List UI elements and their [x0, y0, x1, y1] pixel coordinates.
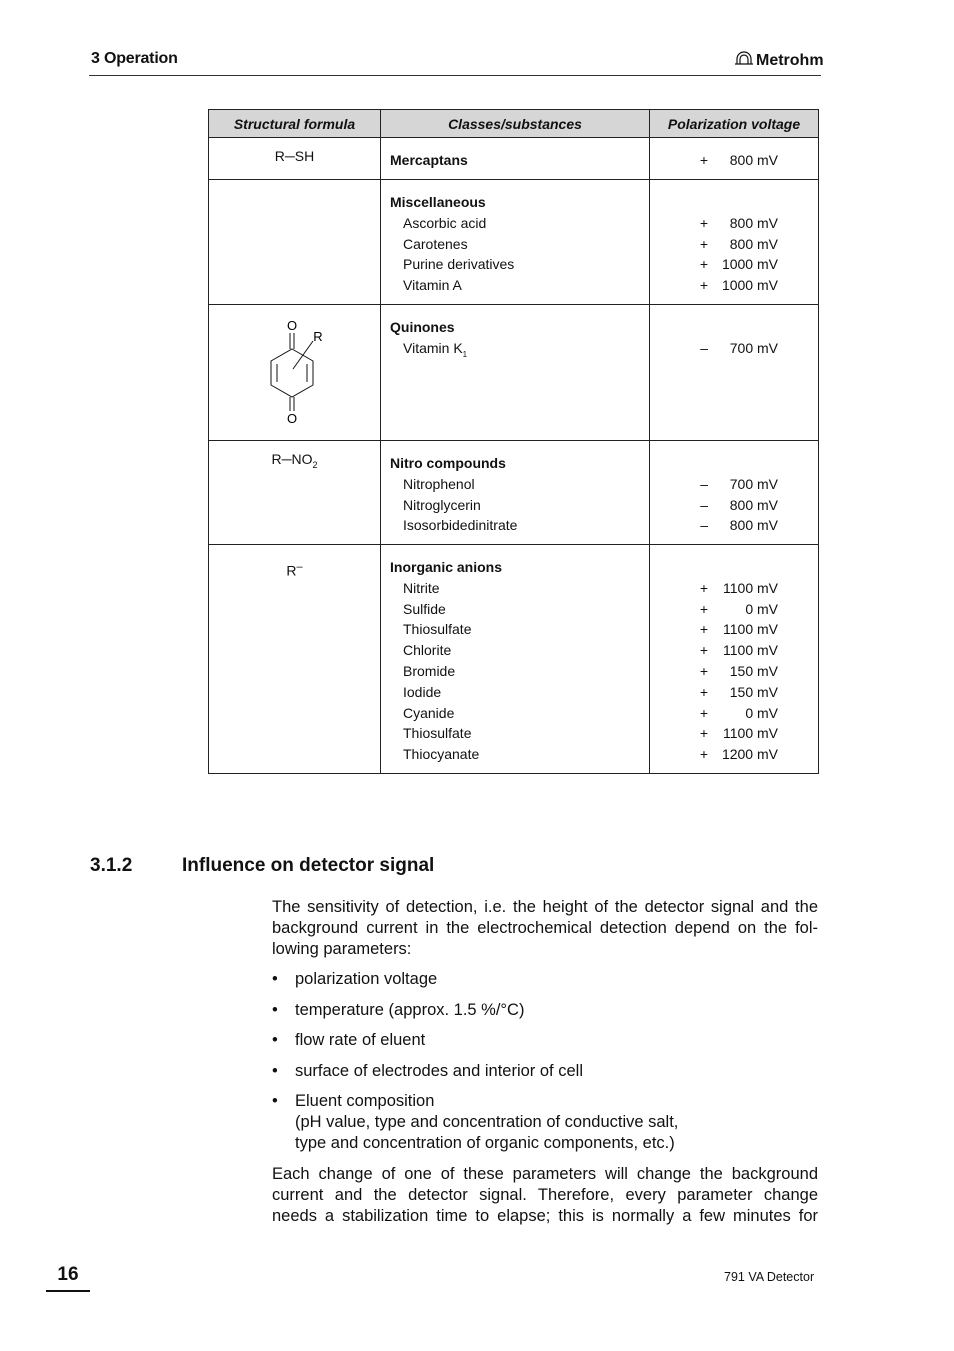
voltage-value: + 1200 mV: [699, 746, 778, 763]
section-title: Influence on detector signal: [182, 855, 435, 876]
voltage-value: – 800 mV: [700, 496, 778, 513]
class-title: Mercaptans: [390, 152, 468, 168]
bullet-icon: •: [272, 1031, 278, 1049]
substance-name: Thiocyanate: [403, 746, 480, 763]
class-title: Quinones: [390, 319, 455, 335]
intro-paragraph: [272, 897, 818, 960]
oxygen-bottom-label: O: [286, 411, 298, 426]
voltage-value: – 700 mV: [700, 339, 778, 356]
voltage-value: + 1000 mV: [699, 277, 778, 294]
table-row: [209, 138, 819, 180]
metrohm-logo-icon: [734, 50, 754, 71]
voltage-value: + 0 mV: [699, 600, 778, 617]
voltage-value: – 800 mV: [700, 517, 778, 534]
voltage-value: + 150 mV: [699, 683, 778, 700]
class-cell: [381, 180, 650, 305]
bullet-icon: •: [272, 1001, 278, 1019]
substance-name: Vitamin $K_1$: [403, 339, 468, 359]
page-number-rule: [46, 1290, 90, 1292]
voltage-value: + 1100 mV: [699, 725, 778, 742]
page-number: 16: [57, 1264, 79, 1285]
bullet-icon: •: [272, 1092, 278, 1110]
class-cell: [381, 305, 650, 441]
list-item: • temperature (approx. 1.5 %/°C): [272, 1001, 525, 1019]
table-header-row: [209, 110, 819, 138]
col-header-voltage: Polarization voltage: [650, 110, 819, 138]
substance-name: Thiosulfate: [403, 621, 472, 638]
list-item: • flow rate of eluent: [272, 1031, 426, 1049]
quinone-ring-diagram: [209, 305, 380, 439]
structural-formula: $R─NO_2$: [209, 441, 381, 545]
substance-name: Cyanide: [403, 704, 455, 721]
footer-product-name: 791 VA Detector: [724, 1270, 815, 1284]
substance-name: Thiosulfate: [403, 725, 472, 742]
list-item: • polarization voltage: [272, 970, 438, 988]
voltage-cell: [650, 305, 819, 441]
class-cell: [381, 545, 650, 774]
voltage-value: + 800 mV: [699, 152, 778, 168]
voltage-value: + 1100 mV: [699, 579, 778, 596]
voltage-cell: [650, 545, 819, 774]
list-item: • surface of electrodes and interior of cell: [272, 1062, 583, 1080]
header-rule: [89, 75, 821, 76]
substance-name: Isosorbidedinitrate: [403, 517, 518, 534]
section-number: 3.1.2: [90, 855, 133, 876]
voltage-value: + 1100 mV: [699, 621, 778, 638]
class-title: Miscellaneous: [390, 194, 486, 210]
running-header-section: 3 Operation: [91, 50, 178, 67]
bullet-icon: •: [272, 1062, 278, 1080]
brand-logo: [734, 50, 824, 71]
class-title: Inorganic anions: [390, 559, 503, 575]
class-title: Nitro compounds: [390, 455, 506, 471]
brand-name: Metrohm: [756, 51, 824, 69]
table-row: [209, 545, 819, 774]
table-row: [209, 305, 819, 441]
substance-name: Vitamin A: [403, 277, 462, 294]
voltage-value: + 800 mV: [699, 235, 778, 252]
col-header-classes: Classes/substances: [381, 110, 650, 138]
substance-name: Nitrite: [403, 579, 440, 596]
substance-name: Sulfide: [403, 600, 446, 617]
quinone-structure: [209, 305, 381, 441]
substance-name: Carotenes: [403, 235, 468, 252]
voltage-cell: [650, 138, 819, 180]
structural-formula: R–: [209, 545, 381, 774]
substance-name: Iodide: [403, 683, 442, 700]
text-line: needs a stabilization time to elapse; this is normally a few minutes for: [272, 1207, 818, 1225]
text-line: background current in the electrochemical detection depend on the fol-: [272, 919, 818, 937]
voltage-value: + 800 mV: [699, 214, 778, 231]
table-row: [209, 441, 819, 545]
voltage-cell: [650, 441, 819, 545]
class-cell: [381, 138, 650, 180]
substance-name: Ascorbic acid: [403, 214, 487, 231]
table-row: [209, 180, 819, 305]
text-line: Each change of one of these parameters will change the background: [272, 1165, 818, 1183]
text-line: current and the detector signal. Therefore, every parameter change: [272, 1186, 818, 1204]
voltage-cell: [650, 180, 819, 305]
substance-name: Purine derivatives: [403, 256, 515, 273]
list-item: • Eluent composition (pH value, type and concentration of conductive salt, type and concentration of organic components, etc.): [272, 1092, 679, 1152]
voltage-value: + 1000 mV: [699, 256, 778, 273]
substance-name: Nitrophenol: [403, 475, 475, 492]
substance-table: [208, 109, 819, 774]
oxygen-top-label: O: [286, 318, 298, 333]
closing-paragraph: [272, 1164, 818, 1227]
col-header-formula: Structural formula: [209, 110, 381, 138]
voltage-value: + 150 mV: [699, 662, 778, 679]
substance-name: Nitroglycerin: [403, 496, 481, 513]
structural-formula: R─SH: [209, 138, 381, 180]
substance-name: Chlorite: [403, 642, 452, 659]
text-line: The sensitivity of detection, i.e. the height of the detector signal and the: [272, 898, 818, 916]
structural-formula: [209, 180, 381, 305]
bullet-icon: •: [272, 970, 278, 988]
voltage-value: + 0 mV: [699, 704, 778, 721]
voltage-value: – 700 mV: [700, 475, 778, 492]
r-group-label: R: [313, 329, 323, 344]
substance-name: Bromide: [403, 662, 456, 679]
text-line: lowing parameters:: [272, 940, 412, 958]
voltage-value: + 1100 mV: [699, 642, 778, 659]
class-cell: [381, 441, 650, 545]
